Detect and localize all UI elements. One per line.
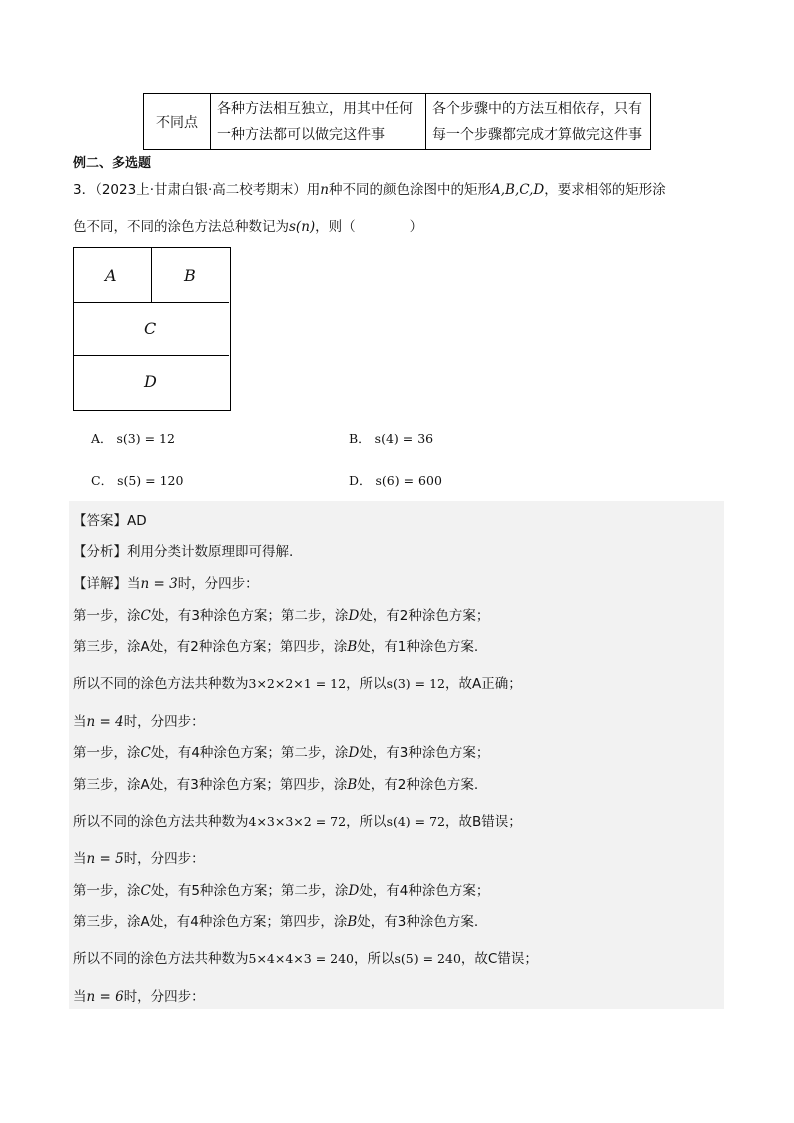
text: 1种涂色方案. (397, 639, 479, 655)
var-n: n (320, 182, 329, 198)
comparison-table (143, 93, 651, 150)
row-header-text: 不同点 (156, 114, 198, 131)
total-line (73, 672, 522, 692)
math-var: B (347, 777, 358, 793)
text: 处，有 (357, 914, 398, 930)
text: 3种涂色方案；第四步，涂 (190, 777, 348, 793)
option-expr: s(5) = 120 (117, 473, 184, 488)
total-line (73, 947, 538, 967)
text: 第一步，涂 (73, 745, 141, 761)
option-label: B． (349, 431, 371, 446)
label-a: A (105, 266, 117, 285)
step-cell (426, 94, 650, 149)
text: 第三步，涂A处，有 (73, 914, 191, 930)
text: 2种涂色方案；第四步，涂 (190, 639, 348, 655)
option-d[interactable] (349, 471, 442, 489)
s-n: s(n) (289, 219, 316, 235)
cell-line: 每一个步骤都完成才算做完这件事 (432, 127, 642, 143)
text: 当 (73, 851, 87, 867)
text: 3种涂色方案； (399, 745, 490, 761)
math-var: C (140, 745, 151, 761)
math-expr: s(5) = 240 (394, 951, 461, 966)
rectangle-figure (73, 247, 231, 411)
text: 3种涂色方案. (397, 914, 479, 930)
text: 第三步，涂A处，有 (73, 639, 191, 655)
math-expr: 3×2×2×1 = 12 (248, 676, 347, 691)
text: 第三步，涂A处，有 (73, 777, 191, 793)
math-var: D (348, 745, 360, 761)
text: 当 (73, 989, 87, 1005)
question-text: ，要求相邻的矩形涂 (544, 182, 666, 198)
case-line (73, 710, 205, 730)
label-b: B (184, 266, 196, 285)
step-line (73, 879, 489, 899)
option-label: D． (349, 473, 372, 488)
math-expr: 4×3×3×2 = 72 (248, 814, 347, 829)
text: ，故C错误； (460, 951, 538, 967)
rect-c (74, 303, 229, 356)
option-label: C． (91, 473, 114, 488)
text: 时，分四步： (123, 989, 205, 1005)
text: 时，分四步： (177, 576, 259, 592)
text: 当 (73, 714, 87, 730)
option-expr: s(4) = 36 (374, 431, 434, 446)
math-expr: s(3) = 12 (386, 676, 446, 691)
text: ，所以 (346, 676, 387, 692)
section-heading: 例二、多选题 (73, 156, 152, 171)
option-a[interactable] (91, 429, 175, 447)
option-b[interactable] (349, 429, 433, 447)
math-var: B (347, 639, 358, 655)
text: 处，有 (359, 745, 400, 761)
text: 所以不同的涂色方法共种数为 (73, 951, 249, 967)
text: ，所以 (346, 814, 387, 830)
math-var: D (348, 883, 360, 899)
text: 时，分四步： (123, 714, 205, 730)
step-line (73, 604, 489, 624)
math-expr: n = 4 (86, 714, 124, 730)
option-label: A． (91, 431, 113, 446)
math-var: D (348, 608, 360, 624)
detail-line (73, 572, 259, 592)
text: 4种涂色方案；第二步，涂 (191, 745, 349, 761)
step-line (73, 635, 478, 655)
text: 4种涂色方案；第四步，涂 (190, 914, 348, 930)
math-expr: s(4) = 72 (386, 814, 446, 829)
math-var: C (140, 608, 151, 624)
text: 2种涂色方案. (397, 777, 479, 793)
text: 所以不同的涂色方法共种数为 (73, 676, 249, 692)
text: 处，有 (150, 745, 192, 761)
cell-line: 各个步骤中的方法互相依存，只有 (432, 101, 642, 117)
text: 5种涂色方案；第二步，涂 (191, 883, 349, 899)
rect-a (74, 248, 152, 303)
answer-line: 【答案】AD (73, 513, 147, 529)
text: 处，有 (359, 883, 400, 899)
text: 处，有 (359, 608, 400, 624)
cell-line: 各种方法相互独立，用其中任何 (217, 101, 413, 117)
text: ，故A正确； (445, 676, 522, 692)
math-expr: n = 6 (86, 989, 124, 1005)
step-line (73, 773, 478, 793)
rect-b (152, 248, 229, 303)
option-c[interactable] (91, 471, 183, 489)
question-text: 色不同，不同的涂色方法总种数记为 (73, 219, 289, 235)
math-expr: n = 5 (86, 851, 124, 867)
detail-prefix: 【详解】当 (73, 576, 141, 592)
question-text: 种不同的颜色涂图中的矩形 (328, 182, 491, 198)
math-expr: n = 3 (140, 576, 178, 592)
rect-d (74, 356, 229, 409)
case-line (73, 985, 205, 1005)
question-line-1 (73, 178, 666, 198)
step-line (73, 910, 478, 930)
math-var: B (347, 914, 358, 930)
classification-cell (211, 94, 426, 149)
math-expr: 5×4×4×3 = 240 (248, 951, 355, 966)
text: 2种涂色方案； (399, 608, 490, 624)
question-text: ，则（ ） (315, 219, 424, 235)
rect-names: A,B,C,D (490, 182, 545, 198)
text: ，故B错误； (445, 814, 522, 830)
text: 处，有 (357, 777, 398, 793)
total-line (73, 810, 522, 830)
text: 所以不同的涂色方法共种数为 (73, 814, 249, 830)
text: 处，有 (150, 608, 192, 624)
case-line (73, 847, 205, 867)
option-expr: s(3) = 12 (116, 431, 175, 446)
option-expr: s(6) = 600 (375, 473, 442, 488)
text: 4种涂色方案； (399, 883, 490, 899)
analysis-line: 【分析】利用分类计数原理即可得解. (73, 544, 294, 560)
label-c: C (144, 319, 157, 338)
text: 处，有 (150, 883, 192, 899)
text: 时，分四步： (123, 851, 205, 867)
text: 3种涂色方案；第二步，涂 (191, 608, 349, 624)
text: 第一步，涂 (73, 608, 141, 624)
row-header-cell (144, 94, 211, 149)
text: 处，有 (357, 639, 398, 655)
label-d: D (144, 372, 157, 391)
question-number: 3．（2023上·甘肃白银·高二校考期末）用 (73, 182, 321, 198)
text: 第一步，涂 (73, 883, 141, 899)
cell-line: 一种方法都可以做完这件事 (217, 127, 385, 143)
math-var: C (140, 883, 151, 899)
text: ，所以 (354, 951, 395, 967)
step-line (73, 741, 489, 761)
question-line-2 (73, 215, 423, 235)
